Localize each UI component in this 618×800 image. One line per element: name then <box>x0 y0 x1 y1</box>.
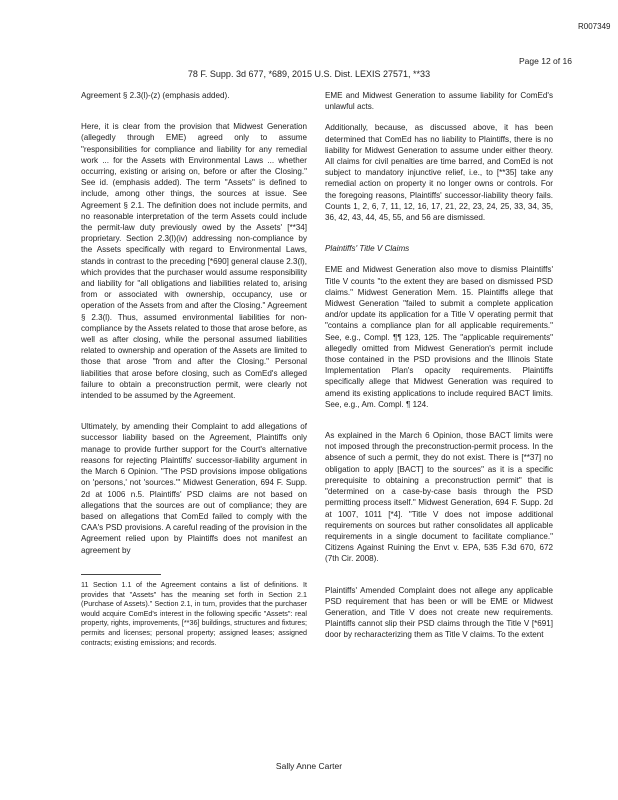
right-column <box>325 90 553 651</box>
paragraph: Additionally, because, as discussed above, it has been determined that ComEd has no liability to Plaintiffs, there is no liability for Midwest Generation to assume under either theory. All claims for civil penalties are time barred, and ComEd is not subject to mandatory injunctive relief, i.e., to [**35] take any remedial action on property it no longer owns or controls. For the foregoing reasons, Plaintiffs' successor-liability theory fails. Counts 1, 2, 6, 7, 11, 12, 16, 17, 21, 22, 23, 24, 25, 33, 34, 35, 36, 42, 43, 44, 45, 55, and 56 are dismissed. <box>325 123 553 223</box>
section-heading: Plaintiffs' Title V Claims <box>325 244 410 254</box>
paragraph: Here, it is clear from the provision that Midwest Generation (allegedly through EME) agreed only to assume "responsibilities for compliance and liability for any remedial work ... for the Assets with Environmental Laws ... whether occurring, existing or arising on, before or after the Closing." See id. (emphasis added). The term "Assets" is defined to include, among other things, the sources at issue. See Agreement § 2.1. The definition does not include permits, and no reasonable interpretation of the term Assets could include the permit-law duty previously owed by the Assets' [**34] proprietary. Section 2.3(l)(iv) addressing non-compliance by the Assets specifically with regard to Environmental Laws, stands in contrast to the preceding [*690] general clause 2.3(l), which provides that the purchaser would assume responsibility and liability for "all obligations and liabilities related to, arising from or associated with ownership, occupancy, use or operation of the Assets from and after the Closing." Agreement § 2.3(l). Thus, assumed environmental liabilities for non-compliance by the Assets related to those that arose before, as well as after closing, while the personal assumed liabilities related to ownership and operation of the Assets are limited to those that arose "from and after the Closing." Personal liabilities that arose before closing, such as ComEd's alleged failure to obtain a preconstruction permit, were clearly not intended to be assumed by the Agreement. <box>81 122 307 401</box>
paragraph: As explained in the March 6 Opinion, those BACT limits were not imposed through the preconstruction-permit process. In the absence of such a permit, they do not exist. There is [**37] no obligation to apply [BACT] to the sources" as it is a specific prerequisite to obtaining a preconstruction permit" that is "determined on a case-by-case basis through the PSD permitting process itself." Midwest Generation, 694 F. Supp. 2d at 1007, 1011 [*4]. "Title V does not impose additional requirements on sources but rather consolidates all applicable requirements in a single document to facilitate compliance." Citizens Against Ruining the Envt v. EPA, 535 F.3d 670, 672 (7th Cir. 2008). <box>325 431 553 564</box>
paragraph: Ultimately, by amending their Complaint to add allegations of successor liability based on the Agreement, Plaintiffs only manage to provide further support for the Court's alternative reasons for rejecting Plaintiffs' successor-liability argument in the March 6 Opinion. "The PSD provisions impose obligations on 'persons,' not 'sources.'" Midwest Generation, 694 F. Supp. 2d at 1006 n.5. Plaintiffs' PSD claims are not based on allegations that the sources are out of compliance; they are based on allegations that ComEd failed to comply with the CAA's PSD provisions. A careful reading of the provision in the Agreement relied upon by Plaintiffs does not manifest an agreement by <box>81 422 307 555</box>
footnote-divider <box>81 574 161 575</box>
page-footer: Sally Anne Carter <box>275 761 343 771</box>
paragraph: Agreement § 2.3(l)-(z) (emphasis added). <box>81 91 230 100</box>
case-citation: 78 F. Supp. 3d 677, *689, 2015 U.S. Dist. LEXIS 27571, **33 <box>187 69 431 79</box>
left-column <box>81 90 307 566</box>
paragraph: Plaintiffs' Amended Complaint does not allege any applicable PSD requirement that has been or will be EME or Midwest Generation, and Title V does not create new requirements. Plaintiffs cannot slip their PSD claims through the Title V [*691] door by recharacterizing them as Title V claims. To the extent <box>325 585 553 640</box>
paragraph: EME and Midwest Generation to assume liability for ComEd's unlawful acts. <box>325 91 553 112</box>
footnote: 11 Section 1.1 of the Agreement contains a list of definitions. It provides that "Assets" has the meaning set forth in Section 2.1 (Purchase of Assets)." Section 2.1, in turn, provides that the purchaser would acquire ComEd's interest in the following specific "Assets": real property, rights, improvements, [**36] buildings, structures and fixtures; permits and licenses; personal property; assigned leases; assigned contracts; existing emissions; and records. <box>81 580 307 647</box>
paragraph: EME and Midwest Generation also move to dismiss Plaintiffs' Title V counts "to the extent they are based on dismissed PSD claims." Midwest Generation Mem. 15. Plaintiffs allege that Midwest Generation "failed to submit a complete application and/or update its application for a Title V operating permit that "contains a compliance plan for all applicable requirements." See, e.g., Compl. ¶¶ 123, 125. The "applicable requirements" allegedly omitted from Midwest Generation's permit include those contained in the PSD provisions and the Illinois State Implementation Plan's opacity requirements. Plaintiffs specifically allege that Midwest Generation was required to amend its existing applications to include required BACT limits. See, e.g., Am. Compl. ¶ 124. <box>325 265 553 409</box>
bates-number: R007349 <box>578 22 611 31</box>
page-number: Page 12 of 16 <box>519 56 572 66</box>
